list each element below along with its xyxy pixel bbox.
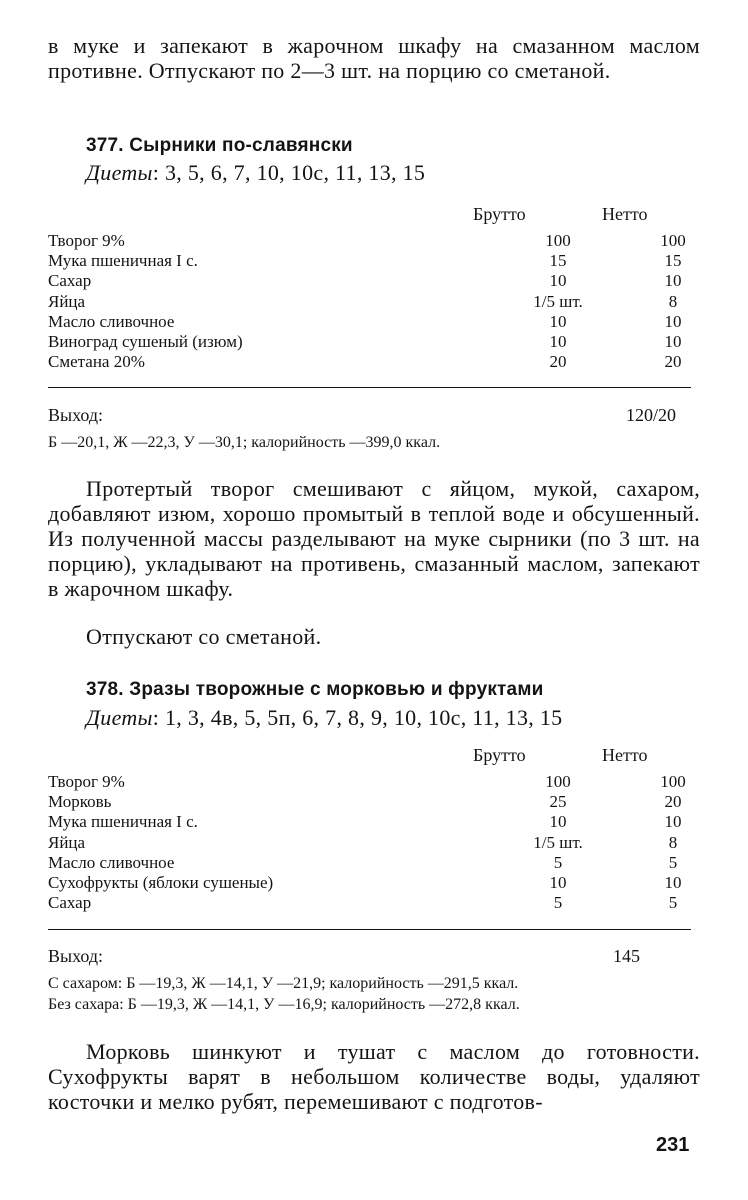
ingredient-name: Масло сливочное	[48, 311, 175, 331]
ingredient-netto: 10	[664, 332, 682, 351]
ingredient-name: Яйца	[48, 291, 86, 311]
recipe-378-yield	[48, 946, 676, 967]
ingredient-row	[48, 772, 686, 792]
ingredient-row	[48, 271, 682, 291]
yield-value: 120/20	[625, 405, 676, 425]
ingredient-name: Сахар	[48, 893, 92, 913]
ingredient-name: Творог 9%	[48, 231, 125, 250]
ingredient-brutto: 5	[553, 852, 563, 872]
recipe-377-method: Протертый творог смешивают с яйцом, мукой, сахаром, добавляют изюм, хорошо промытый в теплой воде и обсушенный. Из полученной массы разделывают на муке сырники (по 3 шт. на порцию), укладывают на противень, смазанный маслом, запекают в жарочном шкафу.	[48, 476, 700, 601]
recipe-378-method: Морковь шинкуют и тушат с маслом до готовности. Сухофрукты варят в небольшом количестве воды, удаляют косточки и мелко рубят, перемешивают с подготов-	[48, 1039, 700, 1114]
ingredient-row	[48, 893, 678, 913]
ingredient-netto: 15	[664, 251, 682, 271]
page-number: 231	[656, 1134, 690, 1156]
ingredient-row	[48, 251, 682, 271]
brutto-header: Брутто	[473, 204, 526, 224]
recipe-378-nutrition-without-sugar: Без сахара: Б —19,3, Ж —14,1, У —16,9; калорийность —272,8 ккал.	[48, 996, 520, 1013]
ingredient-netto: 8	[668, 832, 678, 852]
recipe-377-nutrition: Б —20,1, Ж —22,3, У —30,1; калорийность —399,0 ккал.	[48, 434, 441, 451]
ingredient-netto: 20	[664, 352, 682, 372]
ingredient-brutto: 1/5 шт.	[533, 291, 583, 311]
ingredient-row	[48, 832, 678, 853]
ingredient-brutto: 15	[549, 251, 567, 271]
ingredient-name: Виноград сушеный (изюм)	[48, 332, 243, 351]
table-rule	[48, 387, 691, 388]
ingredient-brutto: 5	[553, 893, 563, 913]
ingredient-row	[48, 311, 682, 332]
yield-label: Выход:	[48, 946, 104, 966]
ingredient-name: Яйца	[48, 832, 86, 852]
ingredient-netto: 10	[664, 311, 682, 331]
ingredient-netto: 5	[668, 893, 678, 913]
ingredient-row	[48, 352, 682, 372]
ingredient-brutto: 100	[545, 231, 571, 250]
recipe-378-diets	[86, 705, 563, 731]
yield-label: Выход:	[48, 405, 104, 425]
ingredient-brutto: 10	[549, 311, 567, 331]
ingredient-netto: 100	[660, 231, 686, 250]
intro-paragraph: в муке и запекают в жарочном шкафу на смазанном маслом противне. Отпускают по 2—3 шт. на порцию со сметаной.	[48, 33, 700, 83]
ingredient-name: Мука пшеничная I с.	[48, 812, 198, 832]
ingredient-netto: 5	[668, 852, 678, 872]
ingredient-name: Морковь	[48, 792, 112, 812]
ingredient-brutto: 100	[545, 772, 571, 791]
ingredient-brutto: 10	[549, 332, 567, 351]
diets-label: Диеты	[86, 160, 153, 185]
brutto-header: Брутто	[473, 745, 526, 765]
ingredient-name: Сметана 20%	[48, 352, 145, 372]
ingredient-row	[48, 231, 686, 251]
recipe-377-title: 377. Сырники по-славянски	[86, 135, 353, 156]
ingredient-netto: 10	[664, 873, 682, 892]
ingredient-netto: 100	[660, 772, 686, 791]
ingredient-row	[48, 792, 682, 812]
ingredient-brutto: 10	[549, 271, 567, 291]
ingredient-row	[48, 812, 682, 832]
netto-header: Нетто	[602, 204, 648, 224]
diets-list: : 3, 5, 6, 7, 10, 10с, 11, 13, 15	[152, 160, 426, 185]
ingredient-netto: 20	[664, 792, 682, 812]
ingredient-brutto: 10	[549, 873, 567, 892]
recipe-377-serving: Отпускают со сметаной.	[86, 624, 322, 649]
table-rule	[48, 929, 691, 930]
recipe-377-yield	[48, 405, 676, 426]
ingredient-name: Сухофрукты (яблоки сушеные)	[48, 873, 274, 892]
ingredient-name: Мука пшеничная I с.	[48, 251, 198, 271]
recipe-378-title: 378. Зразы творожные с морковью и фруктами	[86, 679, 544, 700]
diets-list: : 1, 3, 4в, 5, 5п, 6, 7, 8, 9, 10, 10с, 11, 13, 15	[152, 705, 563, 730]
ingredient-netto: 10	[664, 812, 682, 832]
ingredient-row	[48, 332, 682, 352]
ingredient-netto: 8	[668, 291, 678, 311]
ingredient-row	[48, 291, 678, 312]
recipe-378-nutrition-with-sugar: С сахаром: Б —19,3, Ж —14,1, У —21,9; калорийность —291,5 ккал.	[48, 975, 519, 992]
ingredient-brutto: 10	[549, 812, 567, 832]
netto-header: Нетто	[602, 745, 648, 765]
ingredient-name: Сахар	[48, 271, 92, 291]
ingredient-row	[48, 852, 678, 873]
ingredient-brutto: 20	[549, 352, 567, 372]
diets-label: Диеты	[86, 705, 153, 730]
ingredient-brutto: 25	[549, 792, 567, 812]
ingredient-netto: 10	[664, 271, 682, 291]
ingredient-row	[48, 873, 682, 893]
recipe-377-diets	[86, 160, 425, 186]
yield-value: 145	[613, 946, 640, 966]
ingredient-brutto: 1/5 шт.	[533, 832, 583, 852]
ingredient-name: Творог 9%	[48, 772, 125, 791]
ingredient-name: Масло сливочное	[48, 852, 175, 872]
